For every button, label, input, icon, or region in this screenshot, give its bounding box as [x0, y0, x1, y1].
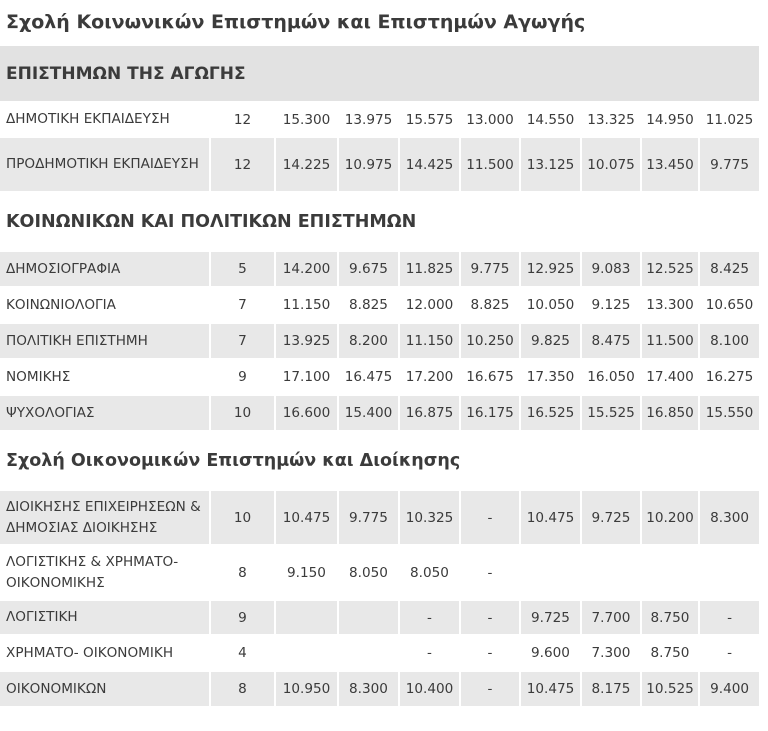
- positions-count: 10: [211, 396, 276, 432]
- score-cell: 13.450: [642, 138, 700, 193]
- table-row: [0, 288, 761, 324]
- score-cell: 8.825: [461, 288, 521, 324]
- score-cell: 14.200: [276, 252, 339, 288]
- positions-count: 7: [211, 288, 276, 324]
- score-cell: 8.300: [339, 672, 400, 708]
- score-cell: 16.275: [700, 360, 761, 396]
- score-cell: 10.525: [642, 672, 700, 708]
- score-cell: 10.950: [276, 672, 339, 708]
- school-title: Σχολή Οικονομικών Επιστημών και Διοίκησης: [0, 432, 761, 491]
- score-cell: 8.425: [700, 252, 761, 288]
- score-cell: 14.950: [642, 103, 700, 138]
- department-name: ΠΡΟΔΗΜΟΤΙΚΗ ΕΚΠΑΙΔΕΥΣΗ: [0, 138, 211, 193]
- score-cell: 13.000: [461, 103, 521, 138]
- score-cell: 16.600: [276, 396, 339, 432]
- score-cell: 10.075: [582, 138, 642, 193]
- score-cell: [582, 546, 642, 601]
- score-cell: -: [700, 636, 761, 672]
- score-cell: 9.125: [582, 288, 642, 324]
- score-cell: 8.050: [400, 546, 461, 601]
- score-cell: -: [461, 601, 521, 636]
- score-cell: 16.875: [400, 396, 461, 432]
- score-cell: 13.300: [642, 288, 700, 324]
- table-row: [0, 103, 761, 138]
- score-cell: 14.225: [276, 138, 339, 193]
- department-name: ΛΟΓΙΣΤΙΚΗ: [0, 601, 211, 636]
- score-cell: 11.825: [400, 252, 461, 288]
- score-cell: 8.175: [582, 672, 642, 708]
- score-cell: 11.150: [400, 324, 461, 360]
- score-cell: 8.750: [642, 601, 700, 636]
- score-cell: 8.825: [339, 288, 400, 324]
- department-name: ΔΗΜΟΣΙΟΓΡΑΦΙΑ: [0, 252, 211, 288]
- table-row: [0, 636, 761, 672]
- table-row: [0, 396, 761, 432]
- department-name: ΨΥΧΟΛΟΓΙΑΣ: [0, 396, 211, 432]
- score-cell: 15.525: [582, 396, 642, 432]
- score-cell: [521, 546, 582, 601]
- table-row: [0, 672, 761, 708]
- score-cell: 10.325: [400, 491, 461, 546]
- positions-count: 4: [211, 636, 276, 672]
- score-cell: 7.700: [582, 601, 642, 636]
- score-cell: -: [461, 636, 521, 672]
- score-cell: 9.775: [700, 138, 761, 193]
- score-cell: 13.325: [582, 103, 642, 138]
- score-cell: 15.300: [276, 103, 339, 138]
- score-cell: 17.400: [642, 360, 700, 396]
- score-cell: [339, 636, 400, 672]
- department-name: ΚΟΙΝΩΝΙΟΛΟΓΙΑ: [0, 288, 211, 324]
- score-cell: 17.200: [400, 360, 461, 396]
- score-cell: 11.500: [642, 324, 700, 360]
- score-cell: 13.125: [521, 138, 582, 193]
- table-row: [0, 546, 761, 601]
- score-cell: 13.975: [339, 103, 400, 138]
- score-cell: [276, 601, 339, 636]
- score-cell: 17.100: [276, 360, 339, 396]
- positions-count: 12: [211, 103, 276, 138]
- score-cell: 8.200: [339, 324, 400, 360]
- score-cell: 15.575: [400, 103, 461, 138]
- score-cell: 12.925: [521, 252, 582, 288]
- score-cell: 12.000: [400, 288, 461, 324]
- score-cell: 10.475: [521, 672, 582, 708]
- score-cell: 9.825: [521, 324, 582, 360]
- score-cell: 12.525: [642, 252, 700, 288]
- score-cell: 16.475: [339, 360, 400, 396]
- score-cell: 8.300: [700, 491, 761, 546]
- score-cell: 10.200: [642, 491, 700, 546]
- table-row: [0, 252, 761, 288]
- score-cell: -: [400, 636, 461, 672]
- score-cell: -: [461, 491, 521, 546]
- table-row: [0, 138, 761, 193]
- score-cell: 8.475: [582, 324, 642, 360]
- department-name: ΔΗΜΟΤΙΚΗ ΕΚΠΑΙΔΕΥΣΗ: [0, 103, 211, 138]
- score-cell: 10.400: [400, 672, 461, 708]
- score-cell: 15.400: [339, 396, 400, 432]
- score-cell: 9.400: [700, 672, 761, 708]
- score-cell: -: [461, 672, 521, 708]
- positions-count: 9: [211, 360, 276, 396]
- positions-count: 5: [211, 252, 276, 288]
- score-cell: 10.475: [276, 491, 339, 546]
- score-cell: 14.550: [521, 103, 582, 138]
- score-cell: 16.050: [582, 360, 642, 396]
- score-cell: 10.050: [521, 288, 582, 324]
- score-cell: 14.425: [400, 138, 461, 193]
- score-cell: 11.025: [700, 103, 761, 138]
- score-cell: 16.525: [521, 396, 582, 432]
- department-name: ΧΡΗΜΑΤΟ- ΟΙΚΟΝΟΜΙΚΗ: [0, 636, 211, 672]
- table-row: [0, 360, 761, 396]
- score-cell: 9.725: [521, 601, 582, 636]
- score-cell: 9.775: [461, 252, 521, 288]
- score-cell: 9.775: [339, 491, 400, 546]
- score-cell: 16.850: [642, 396, 700, 432]
- table-row: [0, 601, 761, 636]
- department-name: ΛΟΓΙΣΤΙΚΗΣ & ΧΡΗΜΑΤΟ- ΟΙΚΟΝΟΜΙΚΗΣ: [0, 546, 211, 601]
- score-cell: -: [700, 601, 761, 636]
- score-cell: [276, 636, 339, 672]
- score-cell: 10.650: [700, 288, 761, 324]
- score-cell: 10.975: [339, 138, 400, 193]
- department-name: ΟΙΚΟΝΟΜΙΚΩΝ: [0, 672, 211, 708]
- score-cell: 9.150: [276, 546, 339, 601]
- score-cell: [339, 601, 400, 636]
- positions-count: 8: [211, 546, 276, 601]
- positions-count: 8: [211, 672, 276, 708]
- score-cell: 16.175: [461, 396, 521, 432]
- score-cell: 9.675: [339, 252, 400, 288]
- score-cell: -: [400, 601, 461, 636]
- score-cell: 16.675: [461, 360, 521, 396]
- score-cell: -: [461, 546, 521, 601]
- score-cell: 13.925: [276, 324, 339, 360]
- group-title: ΕΠΙΣΤΗΜΩΝ ΤΗΣ ΑΓΩΓΗΣ: [0, 46, 761, 103]
- score-cell: 9.725: [582, 491, 642, 546]
- score-cell: 11.150: [276, 288, 339, 324]
- positions-count: 10: [211, 491, 276, 546]
- positions-count: 9: [211, 601, 276, 636]
- score-cell: 9.600: [521, 636, 582, 672]
- score-cell: [642, 546, 700, 601]
- positions-count: 7: [211, 324, 276, 360]
- score-cell: 8.750: [642, 636, 700, 672]
- score-cell: 15.550: [700, 396, 761, 432]
- department-name: ΝΟΜΙΚΗΣ: [0, 360, 211, 396]
- score-cell: 8.100: [700, 324, 761, 360]
- department-name: ΠΟΛΙΤΙΚΗ ΕΠΙΣΤΗΜΗ: [0, 324, 211, 360]
- score-cell: 8.050: [339, 546, 400, 601]
- table-row: [0, 491, 761, 546]
- score-cell: 17.350: [521, 360, 582, 396]
- group-title: ΚΟΙΝΩΝΙΚΩΝ ΚΑΙ ΠΟΛΙΤΙΚΩΝ ΕΠΙΣΤΗΜΩΝ: [0, 193, 761, 252]
- score-cell: [700, 546, 761, 601]
- positions-count: 12: [211, 138, 276, 193]
- score-cell: 7.300: [582, 636, 642, 672]
- score-cell: 10.475: [521, 491, 582, 546]
- school-title: Σχολή Κοινωνικών Επιστημών και Επιστημών Αγωγής: [0, 0, 761, 46]
- score-cell: 9.083: [582, 252, 642, 288]
- score-cell: 11.500: [461, 138, 521, 193]
- department-name: ΔΙΟΙΚΗΣΗΣ ΕΠΙΧΕΙΡΗΣΕΩΝ & ΔΗΜΟΣΙΑΣ ΔΙΟΙΚΗΣΗΣ: [0, 491, 211, 546]
- score-cell: 10.250: [461, 324, 521, 360]
- table-row: [0, 324, 761, 360]
